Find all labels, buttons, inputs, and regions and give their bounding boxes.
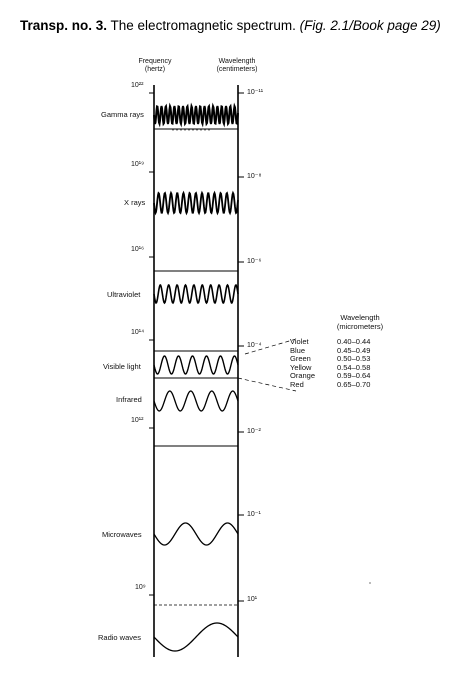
wavelength-header bbox=[205, 58, 269, 74]
wavelength-label: 10⁻⁶ bbox=[247, 258, 262, 265]
visible-wavelength-table bbox=[290, 313, 390, 389]
gamma-ray-wave bbox=[154, 106, 238, 124]
wavelength-header-line1: Wavelength bbox=[218, 58, 256, 65]
wavelength-label: 10⁻¹ bbox=[247, 511, 261, 518]
microwave-wave bbox=[154, 523, 238, 545]
band-infrared: Infrared bbox=[116, 395, 142, 404]
table-header-line2: (micrometers) bbox=[336, 322, 384, 331]
table-header-line1: Wavelength bbox=[340, 313, 380, 322]
wavelength-range: 0.65–0.70 bbox=[337, 379, 371, 389]
color-name: Orange bbox=[290, 371, 316, 380]
band-visible-light: Visible light bbox=[103, 362, 141, 371]
wavelength-range: 0.59–0.64 bbox=[337, 371, 371, 380]
wavelength-label: 10⁻⁸ bbox=[247, 173, 262, 180]
band-gamma-rays: Gamma rays bbox=[101, 110, 144, 119]
color-name: Violet bbox=[290, 337, 309, 346]
band-x-rays: X rays bbox=[124, 198, 146, 207]
wavelength-label: 10⁻⁴ bbox=[247, 342, 262, 349]
infrared-wave bbox=[154, 391, 238, 411]
table-header bbox=[330, 313, 390, 331]
wavelength-label: 10⁻¹¹ bbox=[247, 89, 264, 96]
connector-bottom bbox=[238, 378, 296, 391]
color-name: Green bbox=[290, 354, 311, 363]
band-radio-waves: Radio waves bbox=[98, 633, 141, 642]
band-microwaves: Microwaves bbox=[102, 530, 142, 539]
title-text: The electromagnetic spectrum. bbox=[107, 18, 300, 33]
color-name: Yellow bbox=[290, 362, 312, 372]
band-ultraviolet: Ultraviolet bbox=[107, 290, 141, 299]
radio-wave bbox=[154, 623, 238, 651]
title-reference: (Fig. 2.1/Book page 29) bbox=[299, 18, 441, 33]
wavelength-range: 0.45–0.49 bbox=[337, 345, 371, 355]
color-name: Blue bbox=[290, 345, 306, 355]
frequency-label: 10¹² bbox=[131, 417, 144, 424]
color-name: Red bbox=[290, 379, 304, 389]
frequency-label: 10²² bbox=[131, 82, 144, 89]
frequency-header bbox=[128, 58, 182, 74]
x-ray-wave bbox=[154, 193, 238, 213]
wavelength-ticks bbox=[238, 93, 244, 601]
title-lead: Transp. no. 3. bbox=[20, 18, 108, 33]
frequency-label: 10¹⁹ bbox=[131, 161, 145, 168]
wavelength-header-line2: (centimeters) bbox=[216, 66, 258, 73]
visible-light-wave bbox=[154, 356, 238, 374]
frequency-label: 10⁹ bbox=[135, 584, 146, 591]
table-row bbox=[290, 381, 390, 390]
frequency-label: 10¹⁶ bbox=[131, 246, 144, 253]
wavelength-label: 10¹ bbox=[247, 596, 258, 603]
wavelength-range: 0.40–0.44 bbox=[337, 337, 371, 346]
frequency-header-line1: Frequency bbox=[138, 58, 172, 65]
frequency-header-line2: (hertz) bbox=[144, 66, 166, 73]
ultraviolet-wave bbox=[154, 285, 238, 303]
wavelength-range: 0.50–0.53 bbox=[337, 354, 371, 363]
wavelength-label: 10⁻² bbox=[247, 428, 261, 435]
wavelength-range: 0.54–0.58 bbox=[337, 362, 371, 372]
frequency-label: 10¹⁴ bbox=[131, 329, 145, 336]
